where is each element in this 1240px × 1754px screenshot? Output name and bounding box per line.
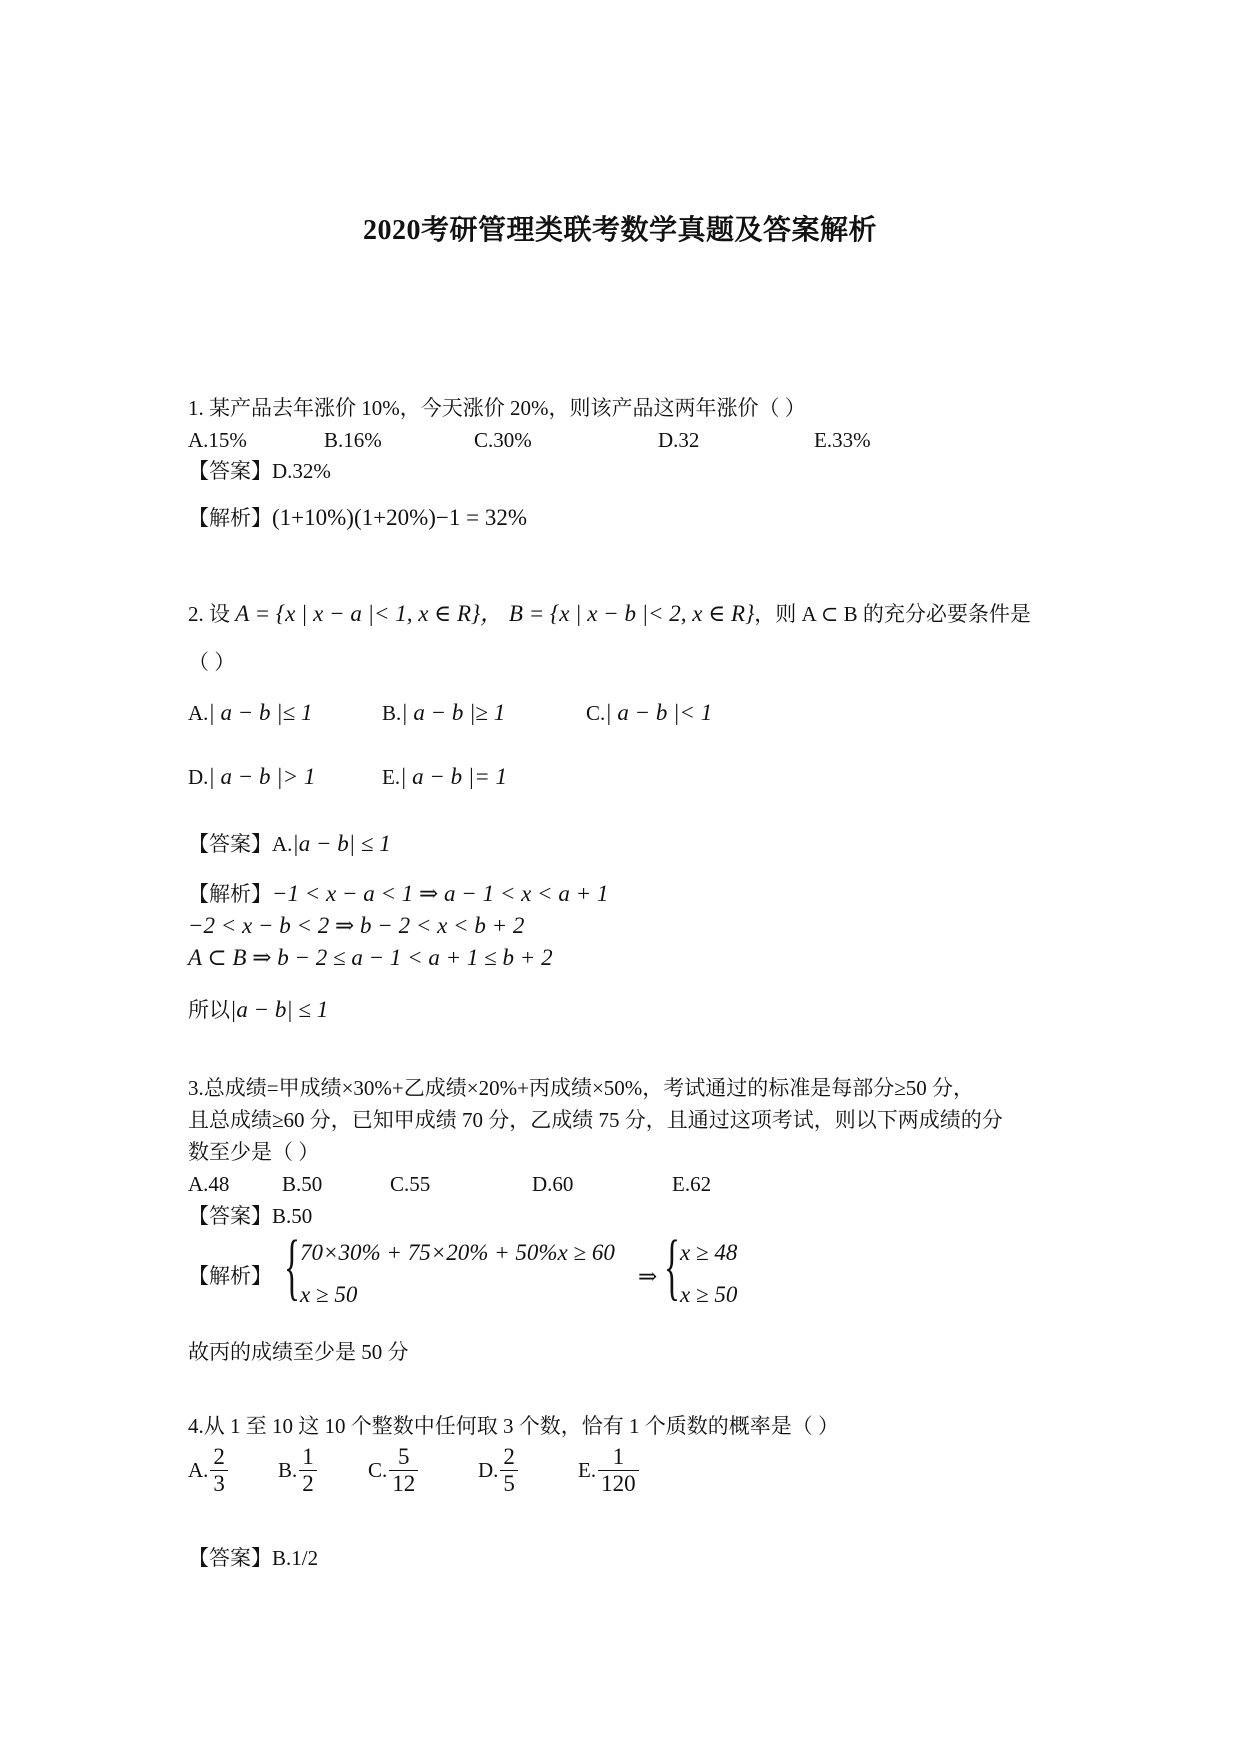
q4-option-d-numerator: 2 (500, 1444, 518, 1471)
q2-option-d (188, 764, 315, 790)
q2-conclusion-label: 所以 (188, 998, 230, 1022)
q3-option-a: A.48 (188, 1172, 230, 1196)
q2-option-a-label: A. (188, 701, 209, 725)
q4-option-e-numerator: 1 (598, 1444, 639, 1471)
q1-option-b: B.16% (324, 428, 382, 452)
q2-option-e-label: E. (382, 765, 401, 789)
q4-option-d-label: D. (478, 1458, 499, 1483)
q3-conclusion: 故丙的成绩至少是 50 分 (188, 1340, 409, 1364)
q4-option-b-numerator: 1 (299, 1444, 317, 1471)
q1-option-d: D.32 (658, 428, 700, 452)
q3-option-e: E.62 (672, 1172, 712, 1196)
q4-option-a-label: A. (188, 1458, 209, 1483)
q4-option-c-numerator: 5 (389, 1444, 418, 1471)
q4-option-c-denominator: 12 (392, 1471, 416, 1497)
q2-option-a (188, 700, 312, 726)
q4-option-b-denominator: 2 (302, 1471, 314, 1497)
q2-stem (188, 600, 1031, 628)
q1-option-a: A.15% (188, 428, 247, 452)
q4-option-d-denominator: 5 (503, 1471, 515, 1497)
q3-option-c: C.55 (390, 1172, 431, 1196)
q2-option-e (382, 764, 507, 790)
q2-analysis-line-2: −2 < x − b < 2 ⇒ b − 2 < x < b + 2 (188, 913, 525, 938)
q2-analysis-label: 【解析】 (188, 882, 272, 906)
q4-option-e (578, 1444, 641, 1498)
q4-option-d-fraction (500, 1444, 518, 1498)
q2-conclusion (188, 996, 328, 1024)
q2-stem-prefix: 2. 设 (188, 602, 236, 626)
q2-conclusion-math: |a − b| ≤ 1 (230, 997, 329, 1022)
q2-option-e-math: | a − b |= 1 (400, 764, 508, 789)
q3-system-left-2: x ≥ 50 (300, 1282, 358, 1307)
q1-analysis-math: (1+10%)(1+20%)−1 = 32% (272, 505, 527, 530)
q2-option-c-math: | a − b |< 1 (605, 700, 713, 725)
q3-system-left-1: 70×30% + 75×20% + 50%x ≥ 60 (300, 1240, 615, 1265)
q2-option-b-label: B. (382, 701, 402, 725)
q2-option-d-label: D. (188, 765, 209, 789)
q4-option-d (478, 1444, 520, 1498)
q1-option-e: E.33% (814, 428, 871, 452)
q2-stem-math: A = {x | x − a |< 1, x ∈ R}， B = {x | x − b |< 2, x ∈ R} (235, 601, 755, 626)
q3-left-brace: { (284, 1226, 300, 1308)
q3-implies-arrow: ⇒ (638, 1264, 658, 1289)
q3-stem-line-2: 且总成绩≥60 分，已知甲成绩 70 分，乙成绩 75 分，且通过这项考试，则以下两成绩的分 (188, 1108, 1003, 1132)
q2-option-d-math: | a − b |> 1 (208, 764, 316, 789)
q2-stem-paren: （ ） (188, 650, 236, 674)
q3-answer: 【答案】B.50 (188, 1204, 313, 1228)
q1-answer: 【答案】D.32% (188, 459, 331, 483)
q2-option-c (586, 700, 712, 726)
q2-answer (188, 830, 391, 858)
q2-analysis-math-1: −1 < x − a < 1 ⇒ a − 1 < x < a + 1 (272, 881, 609, 906)
q4-option-e-label: E. (578, 1458, 597, 1483)
page-title: 2020考研管理类联考数学真题及答案解析 (362, 215, 877, 246)
q4-option-c-label: C. (368, 1458, 388, 1483)
q3-option-d: D.60 (532, 1172, 574, 1196)
q4-stem: 4.从 1 至 10 这 10 个整数中任何取 3 个数，恰有 1 个质数的概率是（ ） (188, 1414, 839, 1438)
q3-stem-line-1: 3.总成绩=甲成绩×30%+乙成绩×20%+丙成绩×50%，考试通过的标准是每部分≥50 分， (188, 1076, 975, 1100)
q4-option-b (278, 1444, 319, 1498)
q4-option-a-numerator: 2 (210, 1444, 228, 1471)
q4-option-c-fraction (389, 1444, 418, 1498)
q1-stem: 1. 某产品去年涨价 10%，今天涨价 20%，则该产品这两年涨价（ ） (188, 396, 806, 420)
q3-right-brace: { (664, 1226, 680, 1308)
q1-option-c: C.30% (474, 428, 532, 452)
q4-option-e-denominator: 120 (601, 1471, 636, 1497)
q4-option-b-label: B. (278, 1458, 298, 1483)
q2-option-b (382, 700, 505, 726)
q4-option-c (368, 1444, 420, 1498)
q4-option-e-fraction (598, 1444, 639, 1498)
q2-answer-label: 【答案】A. (188, 832, 293, 856)
q3-system-right-1: x ≥ 48 (680, 1240, 738, 1265)
q4-option-a-fraction (210, 1444, 228, 1498)
q2-analysis-line-1 (188, 880, 608, 908)
q1-analysis (188, 504, 527, 532)
q2-answer-math: |a − b| ≤ 1 (292, 831, 391, 856)
q3-stem-line-3: 数至少是（ ） (188, 1140, 320, 1164)
q2-option-b-math: | a − b |≥ 1 (401, 700, 506, 725)
q2-option-a-math: | a − b |≤ 1 (208, 700, 313, 725)
q1-analysis-label: 【解析】 (188, 506, 272, 530)
q3-system-right-2: x ≥ 50 (680, 1282, 738, 1307)
q2-option-c-label: C. (586, 701, 606, 725)
q2-analysis-line-3: A ⊂ B ⇒ b − 2 ≤ a − 1 < a + 1 ≤ b + 2 (188, 945, 553, 970)
q4-option-a-denominator: 3 (213, 1471, 225, 1497)
q4-option-a (188, 1444, 230, 1498)
q2-stem-suffix: ，则 A ⊂ B 的充分必要条件是 (754, 602, 1031, 626)
q4-answer: 【答案】B.1/2 (188, 1546, 319, 1570)
q3-analysis-label: 【解析】 (188, 1264, 272, 1288)
q4-option-b-fraction (299, 1444, 317, 1498)
q3-option-b: B.50 (282, 1172, 323, 1196)
